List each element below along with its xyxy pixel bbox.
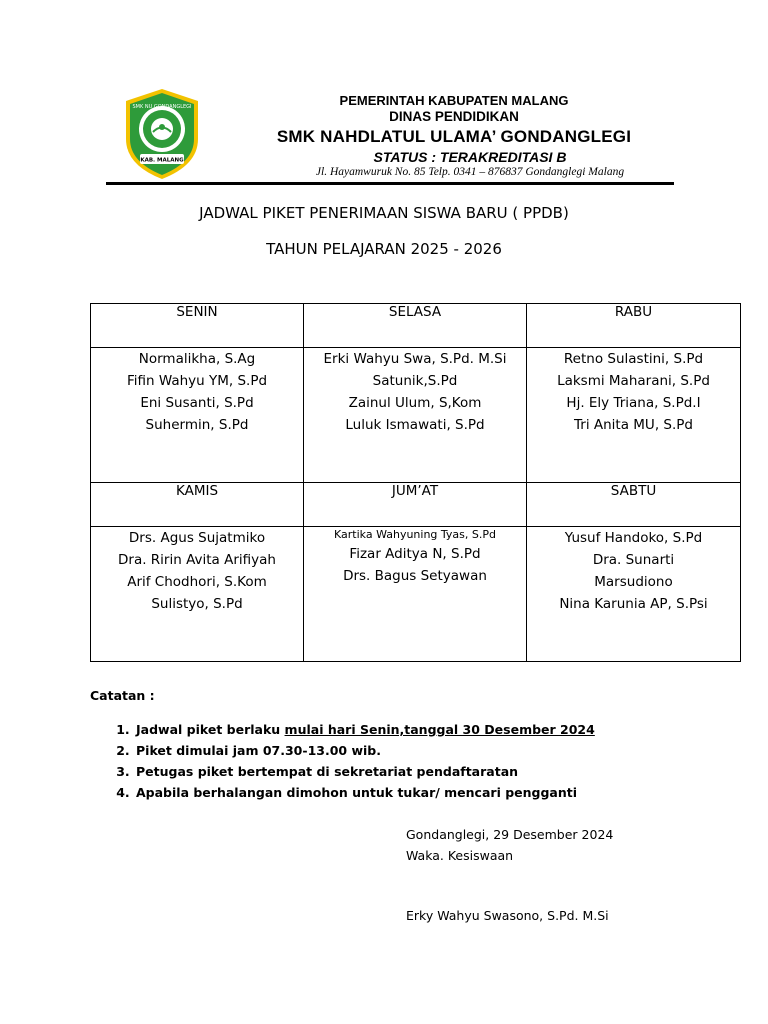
- names-row: [91, 348, 741, 483]
- letterhead-address: Jl. Hayamwuruk No. 85 Telp. 0341 – 876837 Gondanglegi Malang: [315, 166, 625, 178]
- staff-name: Dra. Sunarti: [592, 552, 675, 568]
- letterhead-status: STATUS : TERAKREDITASI B: [373, 149, 567, 165]
- staff-name: Fizar Aditya N, S.Pd: [349, 546, 481, 562]
- note-text: Jadwal piket berlaku: [136, 722, 285, 737]
- names-cell: [91, 527, 304, 662]
- staff-name: Luluk Ismawati, S.Pd: [345, 417, 485, 433]
- staff-name: Fifin Wahyu YM, S.Pd: [126, 373, 268, 389]
- letterhead-government: PEMERINTAH KABUPATEN MALANG: [339, 93, 569, 108]
- duty-schedule-table: [90, 303, 741, 662]
- note-item: 3. Petugas piket bertempat di sekretariat pendaftaratan: [134, 761, 595, 782]
- day-header-row: [91, 483, 741, 527]
- staff-name: Drs. Bagus Setyawan: [343, 568, 487, 584]
- staff-name: Eni Susanti, S.Pd: [140, 395, 254, 411]
- school-crest-icon: [122, 87, 202, 181]
- staff-name: Laksmi Maharani, S.Pd: [557, 373, 710, 389]
- names-cell: [304, 527, 527, 662]
- staff-name: Marsudiono: [594, 574, 673, 590]
- logo-top-text: SMK NU GONDANGLEGI: [132, 104, 192, 110]
- note-item: 4. Apabila berhalangan dimohon untuk tukar/ mencari pengganti: [134, 782, 595, 803]
- staff-name: Drs. Agus Sujatmiko: [128, 530, 266, 546]
- day-header: RABU: [527, 304, 741, 348]
- staff-name: Retno Sulastini, S.Pd: [563, 351, 704, 367]
- day-header-row: [91, 304, 741, 348]
- staff-name: Suhermin, S.Pd: [145, 417, 249, 433]
- notes-label: Catatan :: [90, 688, 155, 703]
- staff-name: Tri Anita MU, S.Pd: [574, 417, 693, 433]
- day-header: SENIN: [91, 304, 304, 348]
- names-cell: [91, 348, 304, 483]
- notes-list: [90, 719, 595, 803]
- names-cell: [527, 527, 741, 662]
- letterhead-school-name: SMK NAHDLATUL ULAMA’ GONDANGLEGI: [276, 127, 632, 146]
- day-header: JUM’AT: [304, 483, 527, 527]
- staff-name: Kartika Wahyuning Tyas, S.Pd: [334, 528, 496, 541]
- staff-name: Dra. Ririn Avita Arifiyah: [118, 552, 276, 568]
- signature-name: Erky Wahyu Swasono, S.Pd. M.Si: [406, 908, 609, 923]
- staff-name: Erki Wahyu Swa, S.Pd. M.Si: [323, 351, 507, 367]
- staff-name: Normalikha, S.Ag: [138, 351, 256, 367]
- note-underlined-text: mulai hari Senin,tanggal 30 Desember 2024: [284, 722, 595, 737]
- names-cell: [527, 348, 741, 483]
- staff-name: Arif Chodhori, S.Kom: [127, 574, 267, 590]
- names-row: [91, 527, 741, 662]
- staff-name: Yusuf Handoko, S.Pd: [564, 530, 703, 546]
- signature-place-date: Gondanglegi, 29 Desember 2024: [406, 827, 614, 842]
- day-header: SABTU: [527, 483, 741, 527]
- staff-name: Zainul Ulum, S,Kom: [348, 395, 482, 411]
- notes-section: [90, 688, 595, 803]
- signature-position: Waka. Kesiswaan: [406, 848, 514, 863]
- staff-name: Hj. Ely Triana, S.Pd.I: [566, 395, 701, 411]
- document-subtitle: TAHUN PELAJARAN 2025 - 2026: [266, 240, 502, 258]
- logo-bottom-text: KAB. MALANG: [140, 157, 184, 164]
- staff-name: Nina Karunia AP, S.Psi: [559, 596, 708, 612]
- note-item: 2. Piket dimulai jam 07.30-13.00 wib.: [134, 740, 595, 761]
- staff-name: Satunik,S.Pd: [372, 373, 458, 389]
- document-title: JADWAL PIKET PENERIMAAN SISWA BARU ( PPDB): [199, 204, 569, 222]
- staff-name: Sulistyo, S.Pd: [151, 596, 243, 612]
- letterhead-agency: DINAS PENDIDIKAN: [389, 109, 519, 124]
- names-cell: [304, 348, 527, 483]
- day-header: KAMIS: [91, 483, 304, 527]
- note-item: [134, 719, 595, 740]
- day-header: SELASA: [304, 304, 527, 348]
- letterhead-divider: [106, 182, 674, 185]
